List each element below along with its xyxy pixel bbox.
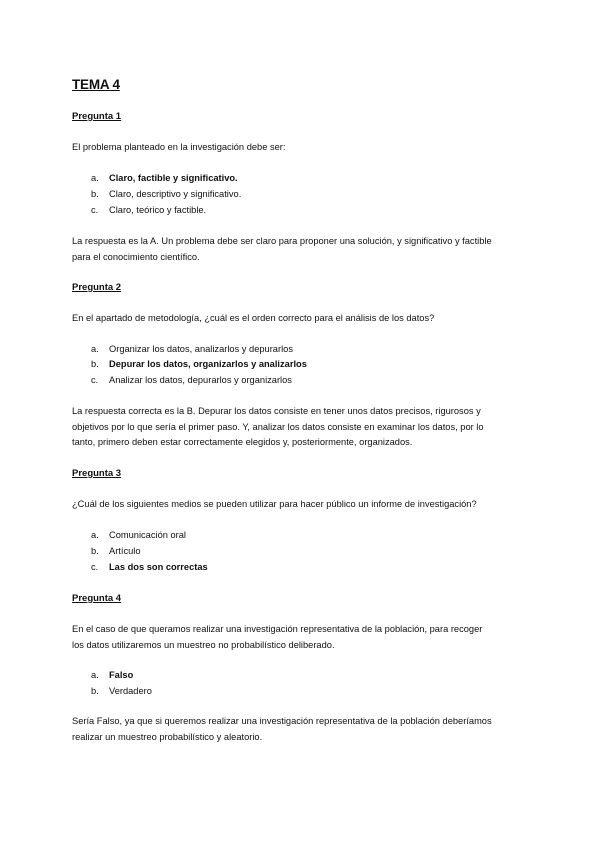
- option-letter: c.: [91, 375, 99, 385]
- option-text: Claro, teórico y factible.: [109, 205, 207, 215]
- question-2-answer: [72, 404, 484, 451]
- option-text: Depurar los datos, organizarlos y analizarlos: [109, 359, 307, 369]
- question-2-heading: Pregunta 2: [72, 282, 122, 293]
- question-4-answer: [72, 714, 492, 745]
- answer-line: objetivos por lo que sería el primer paso. Y, analizar los datos consiste en examinar los datos, por lo: [72, 421, 484, 432]
- option-text: Claro, factible y significativo.: [109, 173, 238, 183]
- option-letter: a.: [91, 344, 99, 354]
- prompt-line: los datos utilizaremos un muestreo no probabilístico deliberado.: [72, 639, 335, 650]
- question-2-option-a: [91, 344, 293, 354]
- question-1-option-a: [91, 173, 238, 183]
- question-3-option-b: [91, 546, 141, 556]
- question-4-option-b: [91, 686, 152, 696]
- option-text: Falso: [109, 670, 134, 680]
- question-2-option-b: [91, 359, 307, 369]
- option-text: Analizar los datos, depurarlos y organizarlos: [109, 375, 292, 385]
- question-3-heading: Pregunta 3: [72, 468, 122, 479]
- option-letter: c.: [91, 562, 99, 572]
- question-2-prompt: En el apartado de metodología, ¿cuál es el orden correcto para el análisis de los datos?: [72, 313, 435, 323]
- option-letter: c.: [91, 205, 99, 215]
- option-text: Comunicación oral: [109, 530, 186, 540]
- option-text: Verdadero: [109, 686, 152, 696]
- prompt-line: En el caso de que queramos realizar una investigación representativa de la población, para recoger: [72, 624, 483, 634]
- option-letter: b.: [91, 359, 99, 369]
- question-3-option-a: [91, 530, 186, 540]
- option-letter: b.: [91, 189, 99, 199]
- question-4-option-a: [91, 670, 133, 680]
- option-text: Las dos son correctas: [109, 562, 208, 572]
- option-letter: a.: [91, 173, 99, 183]
- answer-line: para el conocimiento científico.: [72, 251, 200, 262]
- answer-line: La respuesta es la A. Un problema debe ser claro para proponer una solución, y significativo y factible: [72, 236, 492, 246]
- answer-line: La respuesta correcta es la B. Depurar los datos consiste en tener unos datos precisos, rigurosos y: [72, 406, 481, 416]
- answer-line: realizar un muestreo probabilístico y aleatorio.: [72, 731, 263, 742]
- option-letter: b.: [91, 546, 99, 556]
- option-text: Claro, descriptivo y significativo.: [109, 189, 242, 199]
- question-4-heading: Pregunta 4: [72, 593, 122, 604]
- question-1-answer: [72, 234, 492, 265]
- option-text: Artículo: [109, 546, 141, 556]
- page-title: TEMA 4: [72, 77, 120, 92]
- answer-line: tanto, primero deben estar correctamente elegidos y, posteriormente, organizados.: [72, 437, 413, 447]
- option-text: Organizar los datos, analizarlos y depurarlos: [109, 344, 293, 354]
- question-1-heading: Pregunta 1: [72, 111, 122, 122]
- question-1-option-c: [91, 205, 206, 215]
- question-3-option-c: [91, 562, 208, 572]
- option-letter: a.: [91, 530, 99, 540]
- question-1-prompt: El problema planteado en la investigación debe ser:: [72, 142, 286, 152]
- question-2-option-c: [91, 375, 292, 385]
- answer-line: Sería Falso, ya que si queremos realizar una investigación representativa de la población deberíamos: [72, 716, 492, 726]
- option-letter: b.: [91, 686, 99, 696]
- question-1-option-b: [91, 189, 241, 199]
- question-4-prompt: [72, 622, 482, 653]
- question-3-prompt: ¿Cuál de los siguientes medios se pueden utilizar para hacer público un informe de investigación?: [72, 499, 477, 509]
- option-letter: a.: [91, 670, 99, 680]
